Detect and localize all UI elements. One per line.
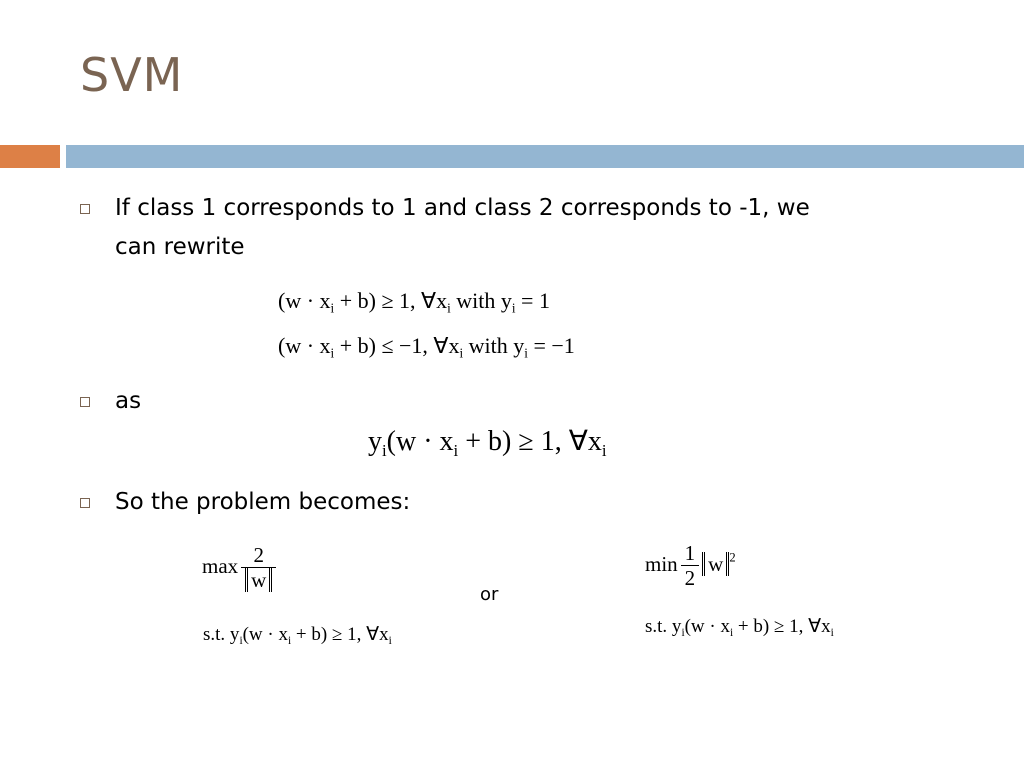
max-constraint: s.t. $y_i(w \cdot x_i + b) \ge 1$, $\forall x_i$	[203, 624, 392, 647]
fraction: $\frac{1}{2}$	[681, 541, 700, 591]
bullet-text-2: as	[115, 388, 142, 414]
header-bar	[66, 145, 1024, 168]
accent-bar	[0, 145, 60, 168]
max-objective: max $\frac{2}{w}$	[202, 543, 279, 593]
bullet-line: If class 1 corresponds to 1 and class 2 corresponds to -1, we	[115, 195, 810, 221]
constraint-equation-2: $(w \cdot x_i + b) \le -1$, $\forall x_i$ with $y_i = -1$	[278, 333, 575, 361]
bullet-text-3: So the problem becomes:	[115, 489, 411, 515]
or-label: or	[480, 584, 499, 605]
slide-title: SVM	[80, 48, 184, 102]
fraction: $\frac{2}{w}$	[241, 543, 276, 593]
min-constraint: s.t. $y_i(w \cdot x_i + b) \ge 1$, $\forall x_i$	[645, 616, 834, 639]
combined-constraint: $y_i(w \cdot x_i + b) \ge 1$, $\forall x_i$	[368, 426, 607, 460]
constraint-equation-1: $(w \cdot x_i + b) \ge 1$, $\forall x_i$ with $y_i = 1$	[278, 288, 550, 316]
bullet-line: can rewrite	[115, 234, 245, 260]
min-objective: min $\frac{1}{2}$ w $^2$	[645, 541, 736, 591]
bullet-marker	[80, 498, 90, 508]
bullet-text-1	[115, 189, 810, 267]
bullet-marker	[80, 397, 90, 407]
bullet-marker	[80, 204, 90, 214]
